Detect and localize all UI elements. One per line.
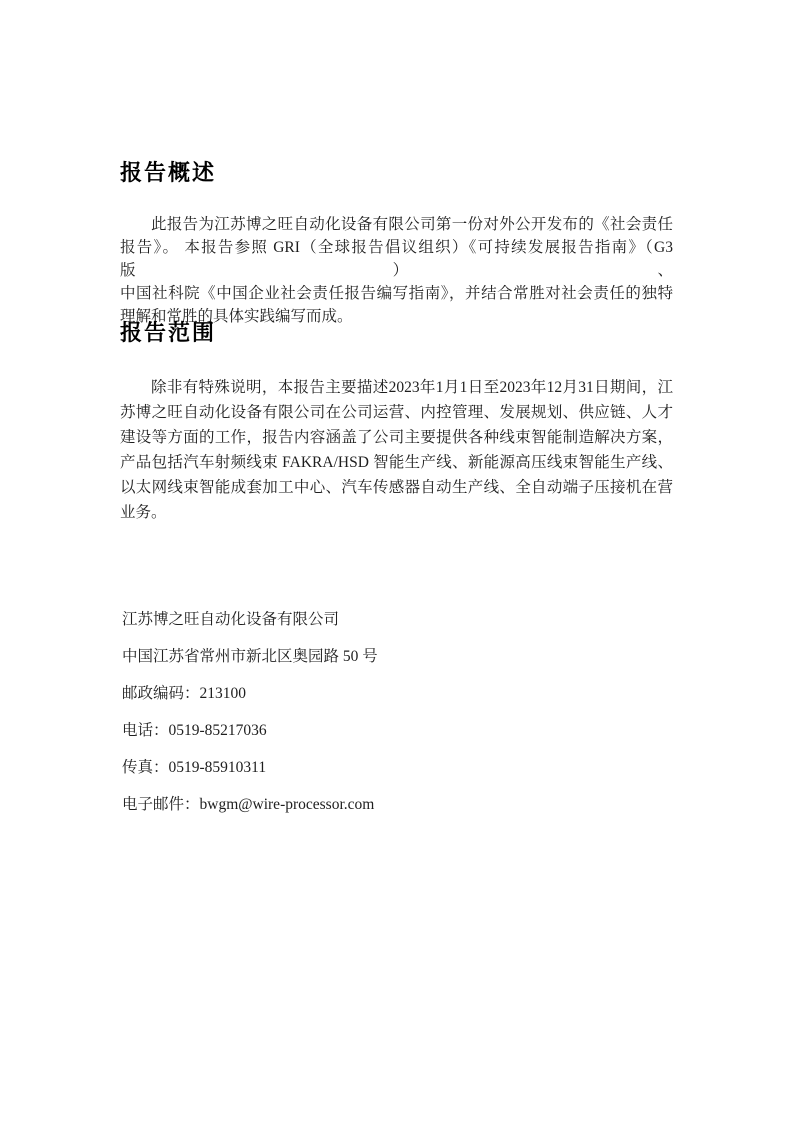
text-line: 建设等方面的工作，报告内容涵盖了公司主要提供各种线束智能制造解决方案，: [120, 429, 673, 446]
text-line: 理解和常胜的具体实践编写而成。: [120, 308, 353, 325]
text-line: 产品包括汽车射频线束 FAKRA/HSD 智能生产线、新能源高压线束智能生产线、: [120, 454, 673, 471]
text-line: 中国社科院《中国企业社会责任报告编写指南》，并结合常胜对社会责任的独特: [120, 285, 673, 302]
heading-report-overview: 报告概述: [120, 160, 217, 185]
text-line: 苏博之旺自动化设备有限公司在公司运营、内控管理、发展规划、供应链、人才: [120, 404, 673, 421]
text-line: 报告》。 本报告参照 GRI（全球报告倡议组织）《可持续发展报告指南》（G3 版）、: [120, 239, 673, 279]
text-line: 业务。: [120, 504, 167, 521]
paragraph-report-scope: [120, 375, 673, 525]
text-line: 除非有特殊说明，本报告主要描述2023年1月1日至2023年12月31日期间，江: [151, 379, 673, 396]
contact-block: [122, 611, 682, 833]
heading-report-scope: 报告范围: [120, 320, 217, 345]
contact-email: 电子邮件：bwgm@wire-processor.com: [122, 796, 375, 813]
text-line: 此报告为江苏博之旺自动化设备有限公司第一份对外公开发布的《社会责任: [151, 216, 673, 233]
contact-postal-code: 邮政编码：213100: [122, 685, 247, 702]
text-line: 以太网线束智能成套加工中心、汽车传感器自动生产线、全自动端子压接机在营: [120, 479, 673, 496]
paragraph-report-overview: [120, 213, 673, 328]
contact-phone: 电话：0519-85217036: [122, 722, 267, 739]
contact-fax: 传真：0519-85910311: [122, 759, 267, 776]
contact-company-name: 江苏博之旺自动化设备有限公司: [122, 611, 340, 628]
contact-address: 中国江苏省常州市新北区奥园路 50 号: [122, 648, 378, 665]
